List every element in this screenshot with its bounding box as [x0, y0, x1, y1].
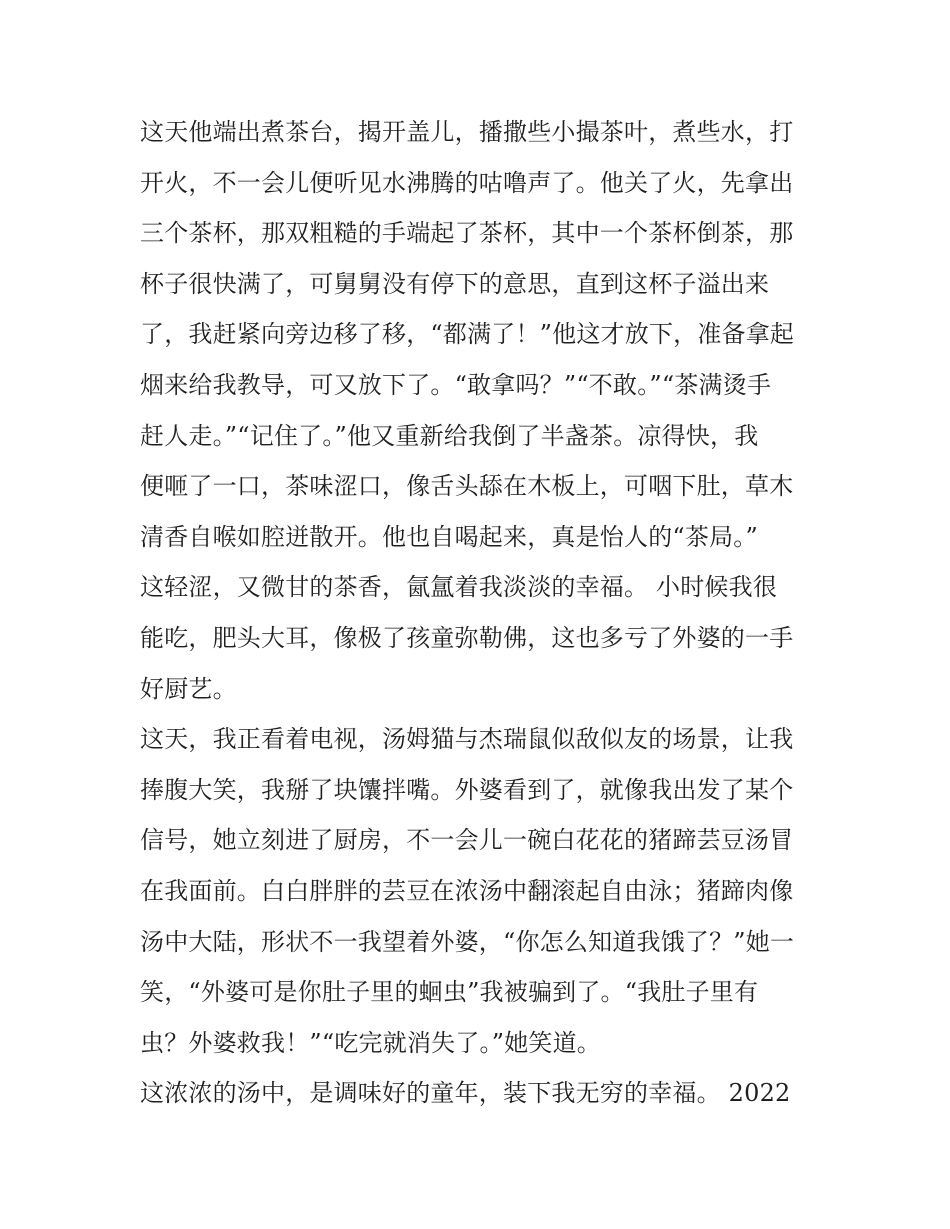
- text-line-6: 烟来给我教导，可又放下了。“敢拿吗？”“不敢。”“茶满烫手: [140, 370, 772, 399]
- text-line-1: 这天他端出煮茶台，揭开盖儿，播撒些小撮茶叶，煮些水，打: [140, 118, 794, 146]
- text-line-5: 了，我赶紧向旁边移了移，“都满了！”他这才放下，准备拿起: [140, 320, 795, 349]
- text-line-17: 汤中大陆，形状不一我望着外婆，“你怎么知道我饿了？”她一: [140, 927, 795, 956]
- text-line-9: 清香自喉如腔迸散开。他也自喝起来，真是怡人的“茶局。”: [140, 522, 758, 551]
- text-line-16: 在我面前。白白胖胖的芸豆在浓汤中翻滚起自由泳；猪蹄肉像: [140, 876, 794, 905]
- text-line-18: 笑，“外婆可是你肚子里的蛔虫”我被骗到了。“我肚子里有: [140, 978, 759, 1007]
- text-line-13: 这天，我正看着电视，汤姆猫与杰瑞鼠似敌似友的场景，让我: [140, 725, 794, 754]
- text-line-4: 杯子很快满了，可舅舅没有停下的意思，直到这杯子溢出来: [140, 269, 770, 298]
- text-line-7: 赶人走。”“记住了。”他又重新给我倒了半盏茶。凉得快，我: [140, 421, 759, 450]
- text-line-12: 好厨艺。: [140, 674, 237, 703]
- text-line-11: 能吃，肥头大耳，像极了孩童弥勒佛，这也多亏了外婆的一手: [140, 623, 794, 652]
- text-line-3: 三个茶杯，那双粗糙的手端起了茶杯，其中一个茶杯倒茶，那: [140, 219, 794, 248]
- essay-text: [140, 107, 830, 1119]
- text-line-2: 开火，不一会儿便听见水沸腾的咕噜声了。他关了火，先拿出: [140, 168, 794, 197]
- text-line-14: 捧腹大笑，我掰了块馕拌嘴。外婆看到了，就像我出发了某个: [140, 775, 794, 804]
- text-line-15: 信号，她立刻进了厨房，不一会儿一碗白花花的猪蹄芸豆汤冒: [140, 826, 794, 855]
- text-line-10: 这轻涩，又微甘的茶香，氤氲着我淡淡的幸福。 小时候我很: [140, 573, 778, 602]
- text-line-20: 这浓浓的汤中，是调味好的童年，装下我无穷的幸福。 2022: [140, 1079, 791, 1108]
- text-line-19: 虫？外婆救我！”“吃完就消失了。”她笑道。: [140, 1028, 602, 1057]
- text-line-8: 便咂了一口，茶味涩口，像舌头舔在木板上，可咽下肚，草木: [140, 472, 794, 501]
